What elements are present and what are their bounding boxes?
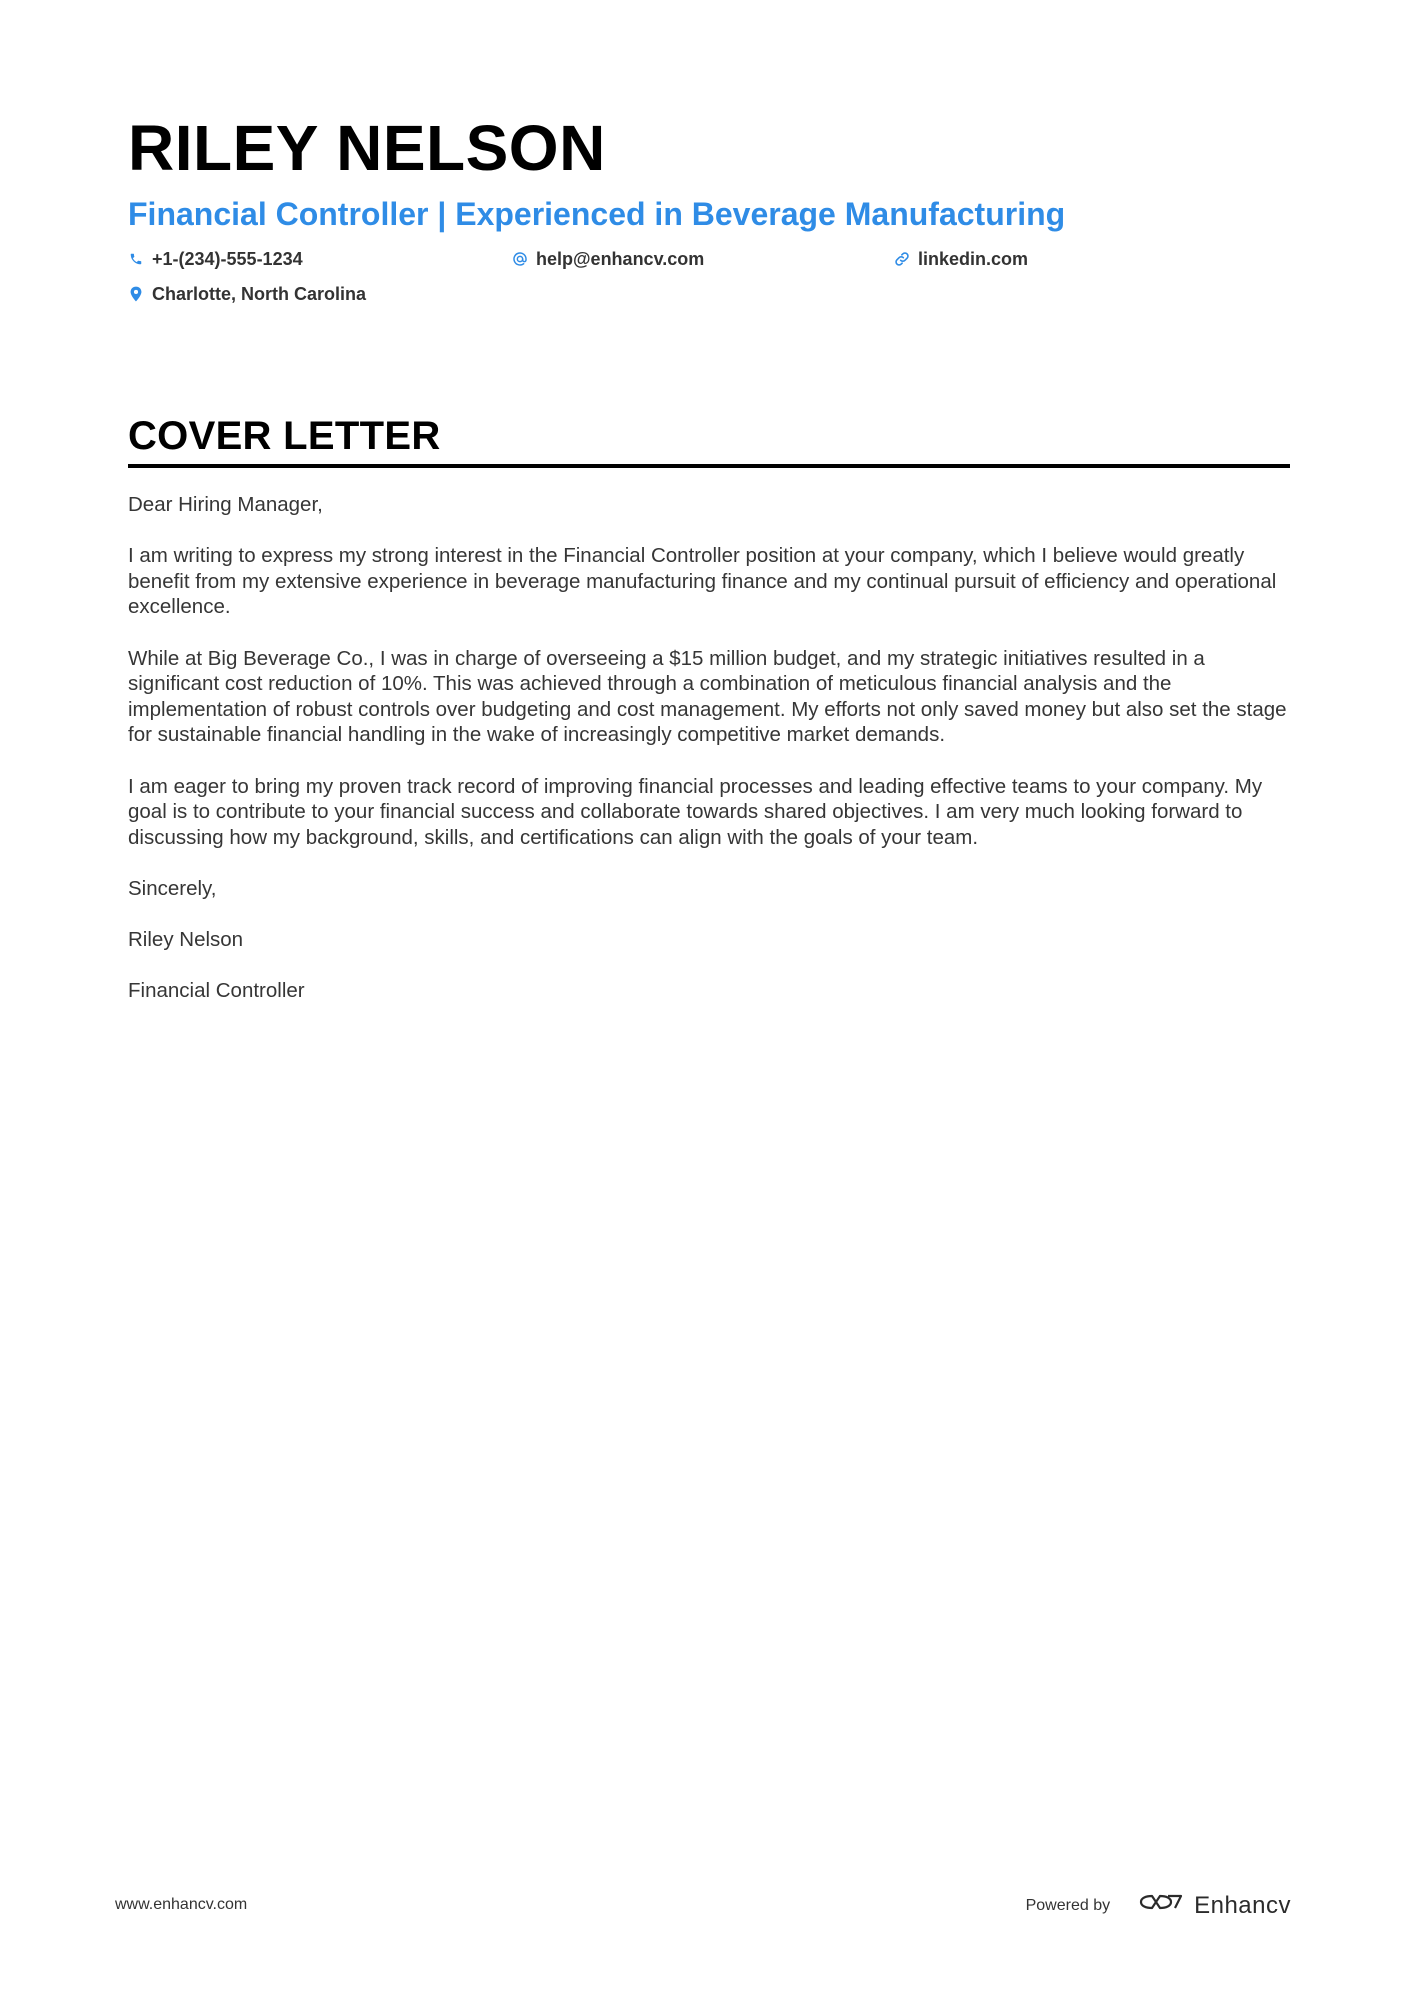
email-text: help@enhancv.com [536, 248, 705, 269]
location-text: Charlotte, North Carolina [152, 283, 367, 304]
letter-paragraph: I am eager to bring my proven track record of improving financial processes and leading effective teams to your company. My goal is to contribute to your financial success and collaborate towards shared objectives. I am very much looking forward to discussing how my background, skills, and certifications can align with the goals of your team. [128, 774, 1263, 849]
brand-name: Enhancv [1194, 1891, 1291, 1919]
contact-info [128, 244, 1290, 316]
contact-phone[interactable] [128, 246, 303, 272]
section-title: COVER LETTER [128, 414, 441, 458]
letter-body [128, 492, 1290, 1004]
signature-name: Riley Nelson [128, 928, 244, 952]
contact-linkedin[interactable] [894, 246, 1028, 272]
letter-paragraph: While at Big Beverage Co., I was in charge of overseeing a $15 million budget, and my strategic initiatives resulted in a significant cost reduction of 10%. This was achieved through a combination of meticulous financial analysis and the implementation of robust controls over budgeting and cost management. My efforts not only saved money but also set the stage for sustainable financial handling in the wake of increasingly competitive market demands. [128, 646, 1287, 747]
linkedin-text: linkedin.com [918, 248, 1029, 269]
footer-branding [1026, 1890, 1291, 1921]
enhancv-logo-icon [1138, 1890, 1184, 1921]
letter-closing: Sincerely, [128, 876, 217, 900]
contact-location [128, 281, 366, 307]
letter-paragraph: I am writing to express my strong interest in the Financial Controller position at your company, which I believe would greatly benefit from my extensive experience in beverage manufacturing finance and my continual pursuit of efficiency and operational excellence. [128, 544, 1277, 619]
location-pin-icon [128, 286, 144, 302]
contact-email[interactable] [512, 246, 704, 272]
phone-icon [128, 251, 144, 267]
letter-greeting: Dear Hiring Manager, [128, 493, 323, 516]
powered-by-label: Powered by [1025, 1896, 1111, 1914]
candidate-name: RILEY NELSON [128, 112, 606, 184]
footer-website[interactable]: www.enhancv.com [115, 1896, 248, 1913]
signature-title: Financial Controller [128, 979, 305, 1003]
section-divider [128, 464, 1290, 468]
at-icon [512, 251, 528, 267]
link-icon [894, 251, 910, 267]
document-content [128, 108, 1290, 1029]
candidate-headline: Financial Controller | Experienced in Beverage Manufacturing [128, 196, 1066, 232]
brand-logo[interactable] [1138, 1890, 1291, 1921]
phone-text: +1-(234)-555-1234 [152, 248, 303, 269]
